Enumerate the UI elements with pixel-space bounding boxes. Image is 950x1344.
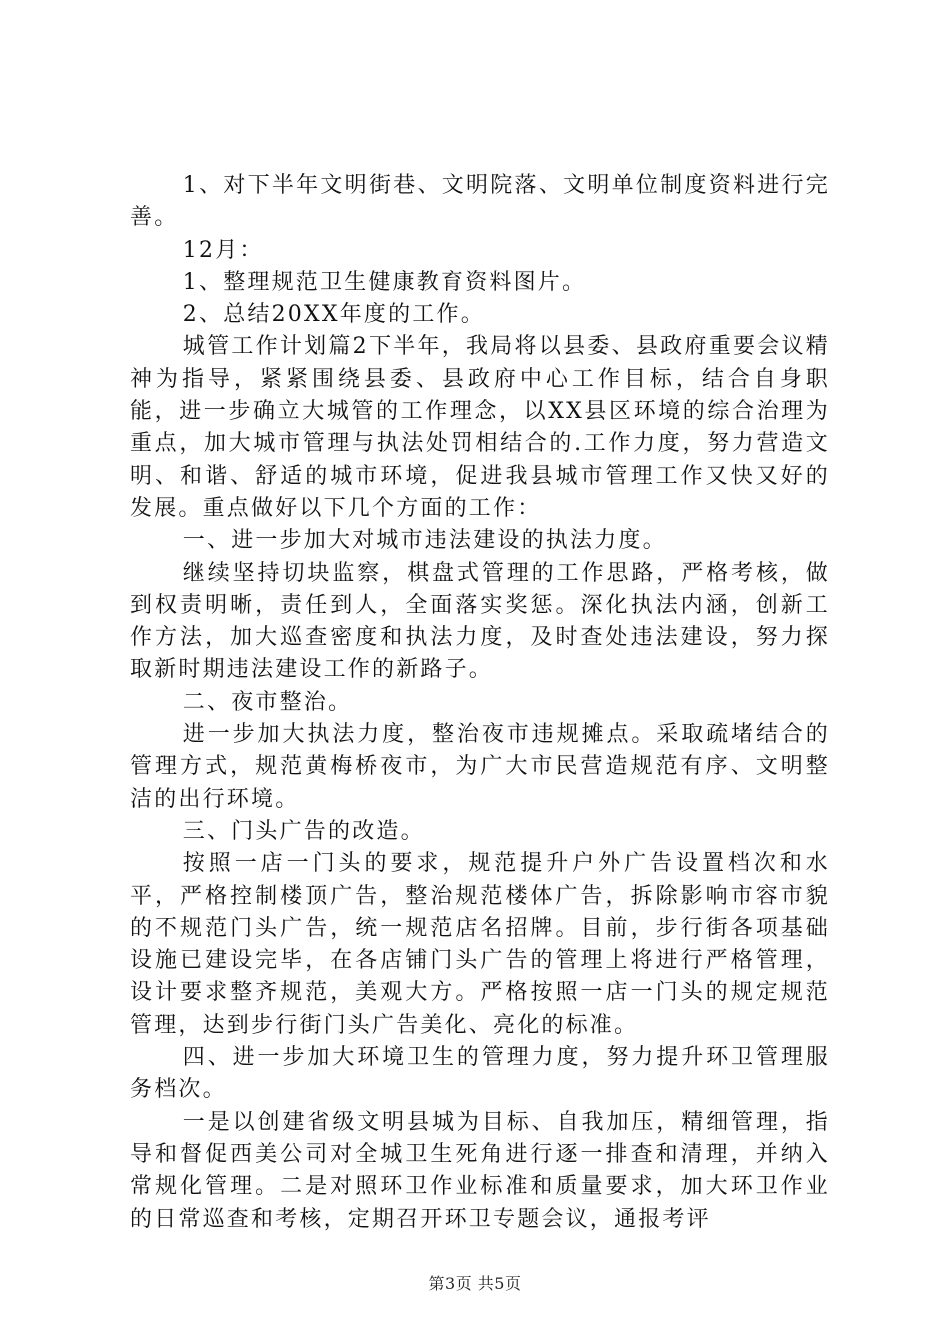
page-number-footer: 第3页 共5页 [428, 1274, 522, 1293]
paragraph-11: 按照一店一门头的要求，规范提升户外广告设置档次和水平，严格控制楼顶广告，整治规范楼体广告，拆除影响市容市貌的不规范门头广告，统一规范店名招牌。目前，步行街各项基础设施已建设完毕，在各店铺门头广告的管理上将进行严格管理，设计要求整齐规范，美观大方。严格按照一店一门头的规定规范管理，达到步行街门头广告美化、亮化的标准。 [130, 851, 830, 1038]
paragraph-3: 1、整理规范卫生健康教育资料图片。 [182, 269, 587, 295]
paragraph-10: 三、门头广告的改造。 [182, 818, 425, 844]
paragraph-12: 四、进一步加大环境卫生的管理力度，努力提升环卫管理服务档次。 [130, 1045, 830, 1103]
paragraph-7: 继续坚持切块监察，棋盘式管理的工作思路，严格考核，做到权责明晰，责任到人，全面落实奖惩。深化执法内涵，创新工作方法，加大巡查密度和执法力度，及时查处违法建设，努力探取新时期违法建设工作的新路子。 [130, 560, 830, 683]
document-body [130, 170, 830, 1236]
paragraph-4: 2、总结20XX年度的工作。 [182, 302, 485, 328]
paragraph-9: 进一步加大执法力度，整治夜市违规摊点。采取疏堵结合的管理方式，规范黄梅桥夜市，为广大市民营造规范有序、文明整洁的出行环境。 [130, 722, 830, 812]
paragraph-6: 一、进一步加大对城市违法建设的执法力度。 [182, 528, 667, 554]
paragraph-2: 12月： [182, 237, 264, 263]
paragraph-8: 二、夜市整治。 [182, 689, 353, 715]
paragraph-1: 1、对下半年文明街巷、文明院落、文明单位制度资料进行完善。 [130, 173, 830, 231]
paragraph-13: 一是以创建省级文明县城为目标、自我加压，精细管理，指导和督促西美公司对全城卫生死角进行逐一排查和清理，并纳入常规化管理。二是对照环卫作业标准和质量要求，加大环卫作业的日常巡查和考核，定期召开环卫专题会议，通报考评 [130, 1109, 830, 1232]
paragraph-5: 城管工作计划篇2下半年，我局将以县委、县政府重要会议精神为指导，紧紧围绕县委、县政府中心工作目标，结合自身职能，进一步确立大城管的工作理念，以XX县区环境的综合治理为重点，加大城市管理与执法处罚相结合的.工作力度，努力营造文明、和谐、舒适的城市环境，促进我县城市管理工作又快又好的发展。重点做好以下几个方面的工作： [130, 334, 830, 521]
